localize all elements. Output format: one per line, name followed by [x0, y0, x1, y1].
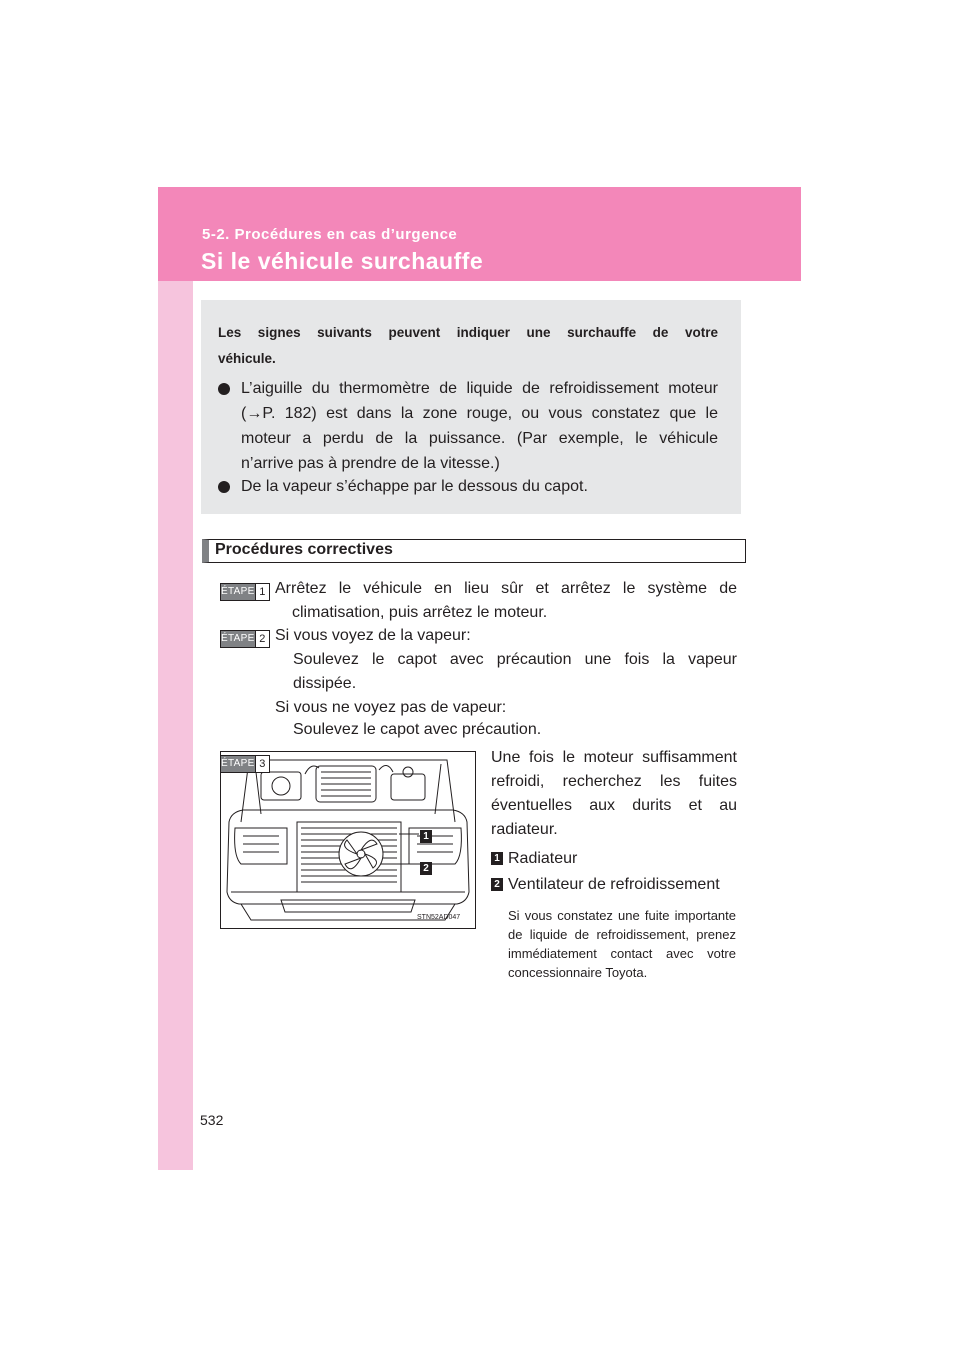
callout-2-marker: 2: [420, 862, 432, 875]
step-1-text: Arrêtez le véhicule en lieu sûr et arrêtez le système de: [275, 580, 737, 597]
step-3-text: Une fois le moteur suffisamment refroidi, recherchez les fuites éventuelles aux durits et au radiateur.: [491, 749, 737, 838]
legend-marker-2: 2: [491, 878, 503, 891]
step-1-badge: ÉTAPE 1: [220, 583, 270, 601]
step-2-action-no-steam: Soulevez le capot avec précaution.: [293, 721, 542, 738]
procedure-heading: Procédures correctives: [202, 539, 746, 563]
step-1-text-cont: climatisation, puis arrêtez le moteur.: [292, 604, 548, 621]
warning-signs-box: [201, 300, 741, 514]
figure-code: STN52AD047: [417, 914, 461, 921]
engine-bay-illustration: [220, 751, 476, 929]
step-2-condition-no-steam: Si vous ne voyez pas de vapeur:: [275, 699, 507, 716]
intro-text: Les signes suivants peuvent indiquer une surchauffe de votre véhicule.: [218, 325, 718, 366]
bullet-item: De la vapeur s’échappe par le dessous du capot.: [218, 474, 718, 499]
step-2-action-steam-cont: dissipée.: [293, 675, 357, 692]
leak-note-text: Si vous constatez une fuite importante de liquide de refroidissement, prenez immédiatement contact avec votre concessionnaire Toyota.: [508, 908, 736, 980]
bullet-icon: [218, 481, 230, 493]
bullet-icon: [218, 383, 230, 395]
page-number: 532: [200, 1112, 224, 1128]
step-2-condition-steam: Si vous voyez de la vapeur:: [275, 627, 471, 644]
side-band: [158, 187, 193, 1170]
engine-bay-drawing: [221, 752, 475, 928]
page-title: Si le véhicule surchauffe: [201, 248, 484, 274]
page-reference-link[interactable]: (→P. 182) est dans la zone rouge, ou vous constatez que le: [241, 405, 718, 422]
legend-marker-1: 1: [491, 852, 503, 865]
step-3-badge: ÉTAPE 3: [220, 755, 270, 773]
bullet-item: L’aiguille du thermomètre de liquide de refroidissement moteur (→P. 182) est dans la zone rouge, ou vous constatez que le moteur a perdu de la puissance. (Par exemple, le véhicule n’arrive pas à prendre de la vitesse.): [218, 376, 718, 476]
callout-1-marker: 1: [420, 830, 432, 843]
section-label: 5-2. Procédures en cas d’urgence: [202, 226, 458, 243]
step-2-badge: ÉTAPE 2: [220, 630, 270, 648]
step-2-action-steam: Soulevez le capot avec précaution une fois la vapeur: [293, 651, 737, 668]
leak-note: [508, 906, 736, 982]
